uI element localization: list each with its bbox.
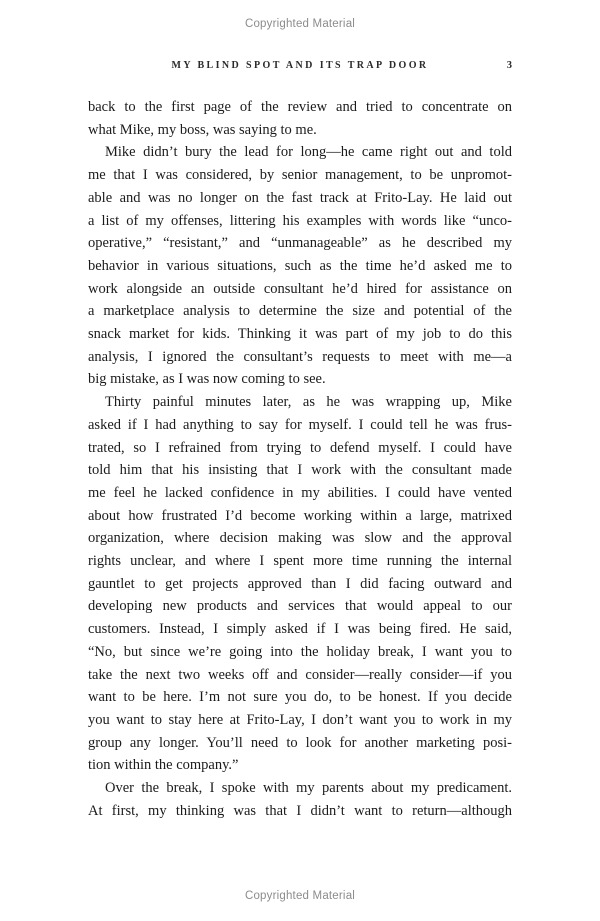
- text-line: group any longer. You’ll need to look for another marketing posi-: [88, 734, 512, 751]
- text-line: me feel he lacked confidence in my abilities. I could have vented: [88, 484, 512, 501]
- text-line: At first, my thinking was that I didn’t want to return—although: [88, 802, 512, 819]
- text-line: want to be here. I’m not sure you do, to be honest. If you decide: [88, 689, 512, 706]
- text-line: Thirty painful minutes later, as he was wrapping up, Mike: [105, 394, 512, 411]
- text-line: back to the first page of the review and tried to concentrate on: [88, 99, 512, 115]
- text-line: able and was no longer on the fast track at Frito-Lay. He laid out: [88, 189, 512, 206]
- text-line: operative,” “resistant,” and “unmanageable” as he described my: [88, 235, 512, 252]
- text-line: trated, so I refrained from trying to defend myself. I could have: [88, 439, 512, 456]
- body-text: [88, 96, 512, 823]
- text-line: you want to stay here at Frito-Lay, I don’t want you to work in my: [88, 711, 512, 728]
- text-line: organization, where decision making was slow and the approval: [88, 530, 512, 547]
- paragraph: [88, 391, 512, 777]
- text-line: snack market for kids. Thinking it was part of my job to do this: [88, 326, 512, 343]
- text-line: “No, but since we’re going into the holiday break, I want you to: [88, 643, 512, 660]
- copyright-notice-top: Copyrighted Material: [244, 18, 356, 30]
- text-line: rights unclear, and where I spent more time running the internal: [88, 553, 512, 570]
- text-line: about how frustrated I’d become working within a large, matrixed: [88, 507, 512, 524]
- text-line: a list of my offenses, littering his examples with words like “unco-: [88, 212, 512, 229]
- text-line: tion within the company.”: [88, 757, 239, 774]
- paragraph: [88, 141, 512, 391]
- text-line: work alongside an outside consultant he’d hired for assistance on: [88, 280, 512, 297]
- text-line: customers. Instead, I simply asked if I was being fired. He said,: [88, 621, 512, 638]
- text-line: told him that his insisting that I work with the consultant made: [88, 462, 512, 479]
- copyright-notice-bottom: Copyrighted Material: [244, 890, 356, 902]
- text-line: analysis, I ignored the consultant’s requests to meet with me—a: [88, 348, 512, 365]
- text-line: Over the break, I spoke with my parents about my predicament.: [105, 780, 512, 797]
- text-line: a marketplace analysis to determine the size and potential of the: [88, 303, 512, 320]
- page-number: 3: [506, 60, 512, 71]
- text-line: me that I was considered, by senior management, to be unpromot-: [88, 167, 512, 184]
- text-line: take the next two weeks off and consider—really consider—if you: [88, 666, 512, 683]
- text-line: behavior in various situations, such as the time he’d asked me to: [88, 257, 512, 274]
- text-line: Mike didn’t bury the lead for long—he came right out and told: [105, 144, 512, 161]
- text-line: developing new products and services that would appeal to our: [88, 598, 512, 615]
- paragraph: [88, 777, 512, 822]
- text-line: what Mike, my boss, was saying to me.: [88, 121, 317, 138]
- running-head: [88, 60, 512, 71]
- text-line: asked if I had anything to say for myself. I could tell he was frus-: [88, 416, 512, 433]
- text-line: big mistake, as I was now coming to see.: [88, 371, 326, 388]
- running-head-title: MY BLIND SPOT AND ITS TRAP DOOR: [171, 60, 429, 71]
- text-line: gauntlet to get projects approved than I did facing outward and: [88, 575, 512, 592]
- paragraph: [88, 96, 512, 141]
